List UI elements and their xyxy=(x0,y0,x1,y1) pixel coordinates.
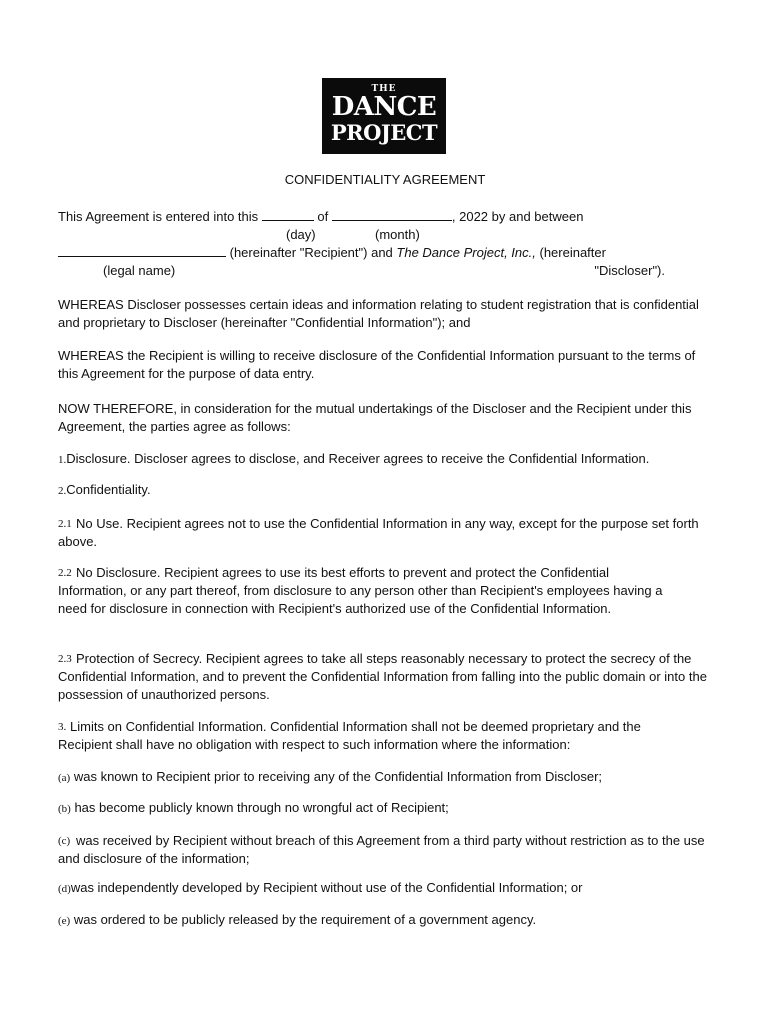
item-b-text: has become publicly known through no wrongful act of Recipient; xyxy=(74,800,449,815)
logo-text-the: THE xyxy=(371,84,397,94)
item-b xyxy=(58,800,449,815)
item-b-label: (b) xyxy=(58,803,71,815)
item-a xyxy=(58,769,602,784)
clause-3 xyxy=(58,718,698,754)
intro-year: , 2022 by and between xyxy=(451,209,584,224)
clause-2-3-num: 2.3 xyxy=(58,653,72,665)
intro-of: of xyxy=(317,209,329,224)
item-e-text: was ordered to be publicly released by the requirement of a government agency. xyxy=(73,912,537,927)
item-a-text: was known to Recipient prior to receiving any of the Confidential Information from Discloser; xyxy=(73,769,603,784)
clause-3-num: 3. xyxy=(58,721,67,733)
clause-2 xyxy=(58,482,151,497)
day-label: (day) xyxy=(286,227,316,242)
clause-1-number: 1. xyxy=(58,454,67,466)
hereinafter-text: (hereinafter xyxy=(539,245,606,260)
clause-1 xyxy=(58,451,649,466)
discloser-label: "Discloser"). xyxy=(594,263,665,278)
item-a-label: (a) xyxy=(58,772,71,784)
item-d xyxy=(58,880,582,895)
clause-2-2-text: No Disclosure. Recipient agrees to use its best efforts to prevent and protect the Confidential Information, or any part thereof, from disclosure to any person other than Recipient's employees having a need for disclosure in connection with Recipient's authorized use of the Confidential Information. xyxy=(58,565,663,616)
item-e-label: (e) xyxy=(58,915,71,927)
whereas-paragraph-1: WHEREAS Discloser possesses certain ideas and information relating to student registration that is confidential and proprietary to Discloser (hereinafter "Confidential Information"); and xyxy=(58,297,699,330)
clause-2-number: 2. xyxy=(58,485,67,497)
clause-2-text: Confidentiality. xyxy=(66,482,151,497)
legal-name-label: (legal name) xyxy=(103,263,176,278)
clause-2-2-num: 2.2 xyxy=(58,567,72,579)
month-blank[interactable] xyxy=(332,209,452,221)
intro-line-2 xyxy=(58,245,606,260)
intro-line-1 xyxy=(58,209,583,224)
clause-2-3-text: Protection of Secrecy. Recipient agrees to take all steps reasonably necessary to protect the secrecy of the Confidential Information, and to prevent the Confidential Information from falling into the public domain or into the possession of unauthorized persons. xyxy=(58,651,707,702)
logo-text-dance: DANCE xyxy=(331,92,437,122)
document-title: CONFIDENTIALITY AGREEMENT xyxy=(284,172,486,187)
legal-name-blank[interactable] xyxy=(58,245,226,257)
whereas-paragraph-2: WHEREAS the Recipient is willing to receive disclosure of the Confidential Information pursuant to the terms of this Agreement for the purpose of data entry. xyxy=(58,348,696,381)
item-c xyxy=(58,832,710,868)
now-therefore-paragraph: NOW THEREFORE, in consideration for the mutual undertakings of the Discloser and the Recipient under this Agreement, the parties agree as follows: xyxy=(58,401,692,434)
intro-text: This Agreement is entered into this xyxy=(58,209,259,224)
company-name: The Dance Project, Inc., xyxy=(396,245,536,260)
day-blank[interactable] xyxy=(262,209,314,221)
clause-2-3 xyxy=(58,650,710,704)
clause-2-1-text: No Use. Recipient agrees not to use the Confidential Information in any way, except for the purpose set forth above. xyxy=(58,516,699,549)
clause-2-2 xyxy=(58,564,670,618)
clause-2-1 xyxy=(58,515,706,551)
clause-2-1-num: 2.1 xyxy=(58,518,72,530)
item-c-label: (c) xyxy=(58,835,71,847)
item-d-label: (d) xyxy=(58,883,71,895)
month-label: (month) xyxy=(375,227,420,242)
item-c-text: was received by Recipient without breach of this Agreement from a third party without restriction as to the use and disclosure of the information; xyxy=(58,833,705,866)
item-e xyxy=(58,912,536,927)
recipient-text: (hereinafter "Recipient") and xyxy=(229,245,393,260)
clause-3-text: Limits on Confidential Information. Confidential Information shall not be deemed proprietary and the Recipient shall have no obligation with respect to such information where the information: xyxy=(58,719,641,752)
item-d-text: was independently developed by Recipient without use of the Confidential Information; or xyxy=(70,880,583,895)
clause-1-text: Disclosure. Discloser agrees to disclose, and Receiver agrees to receive the Confidential Information. xyxy=(66,451,650,466)
logo-text-project: PROJECT xyxy=(330,120,438,145)
company-logo xyxy=(322,78,446,154)
